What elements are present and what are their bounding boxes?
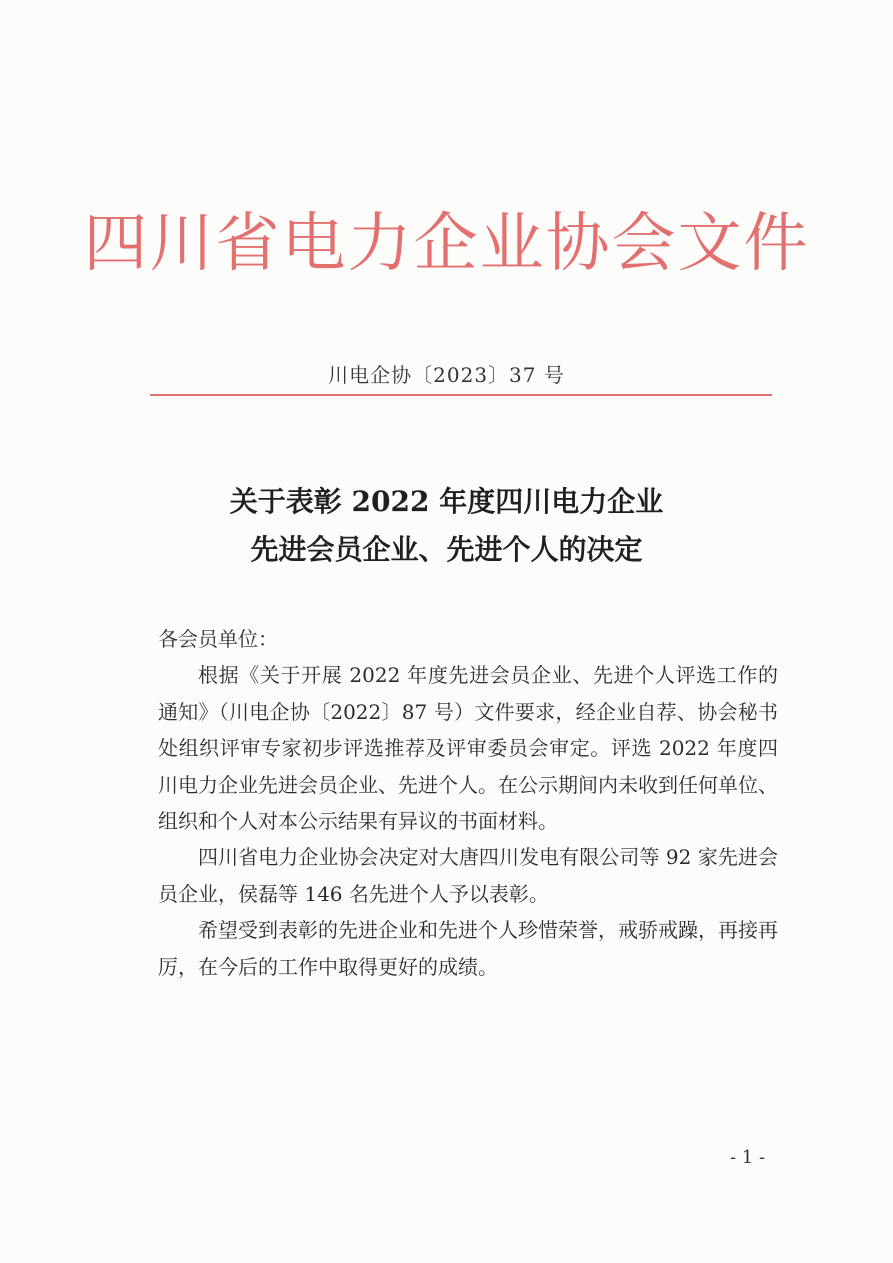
header-divider [150,394,772,396]
organization-header: 四川省电力企业协会文件 [83,207,810,281]
body-paragraph-3: 希望受到表彰的先进企业和先进个人珍惜荣誉，戒骄戒躁，再接再厉，在今后的工作中取得更好的成绩。 [158,918,778,979]
document-title [0,478,893,574]
document-number: 川电企协〔2023〕37 号 [328,363,565,387]
salutation: 各会员单位： [158,627,278,651]
title-line-2: 先进会员企业、先进个人的决定 [250,533,643,566]
page-number: - 1 - [730,1147,766,1168]
title-line-1: 关于表彰 2022 年度四川电力企业 [229,485,664,518]
body-paragraph-1: 根据《关于开展 2022 年度先进会员企业、先进个人评选工作的通知》（川电企协〔2022〕87 号）文件要求，经企业自荐、协会秘书处组织评审专家初步评选推荐及评审委员会审定。评选 2022 年度四川电力企业先进会员企业、先进个人。在公示期间内未收到任何单位、组织和个人对本公示结果有异议的书面材料。 [158,663,778,834]
document-body [158,621,778,985]
body-paragraph-2: 四川省电力企业协会决定对大唐四川发电有限公司等 92 家先进会员企业，侯磊等 146 名先进个人予以表彰。 [158,845,778,906]
